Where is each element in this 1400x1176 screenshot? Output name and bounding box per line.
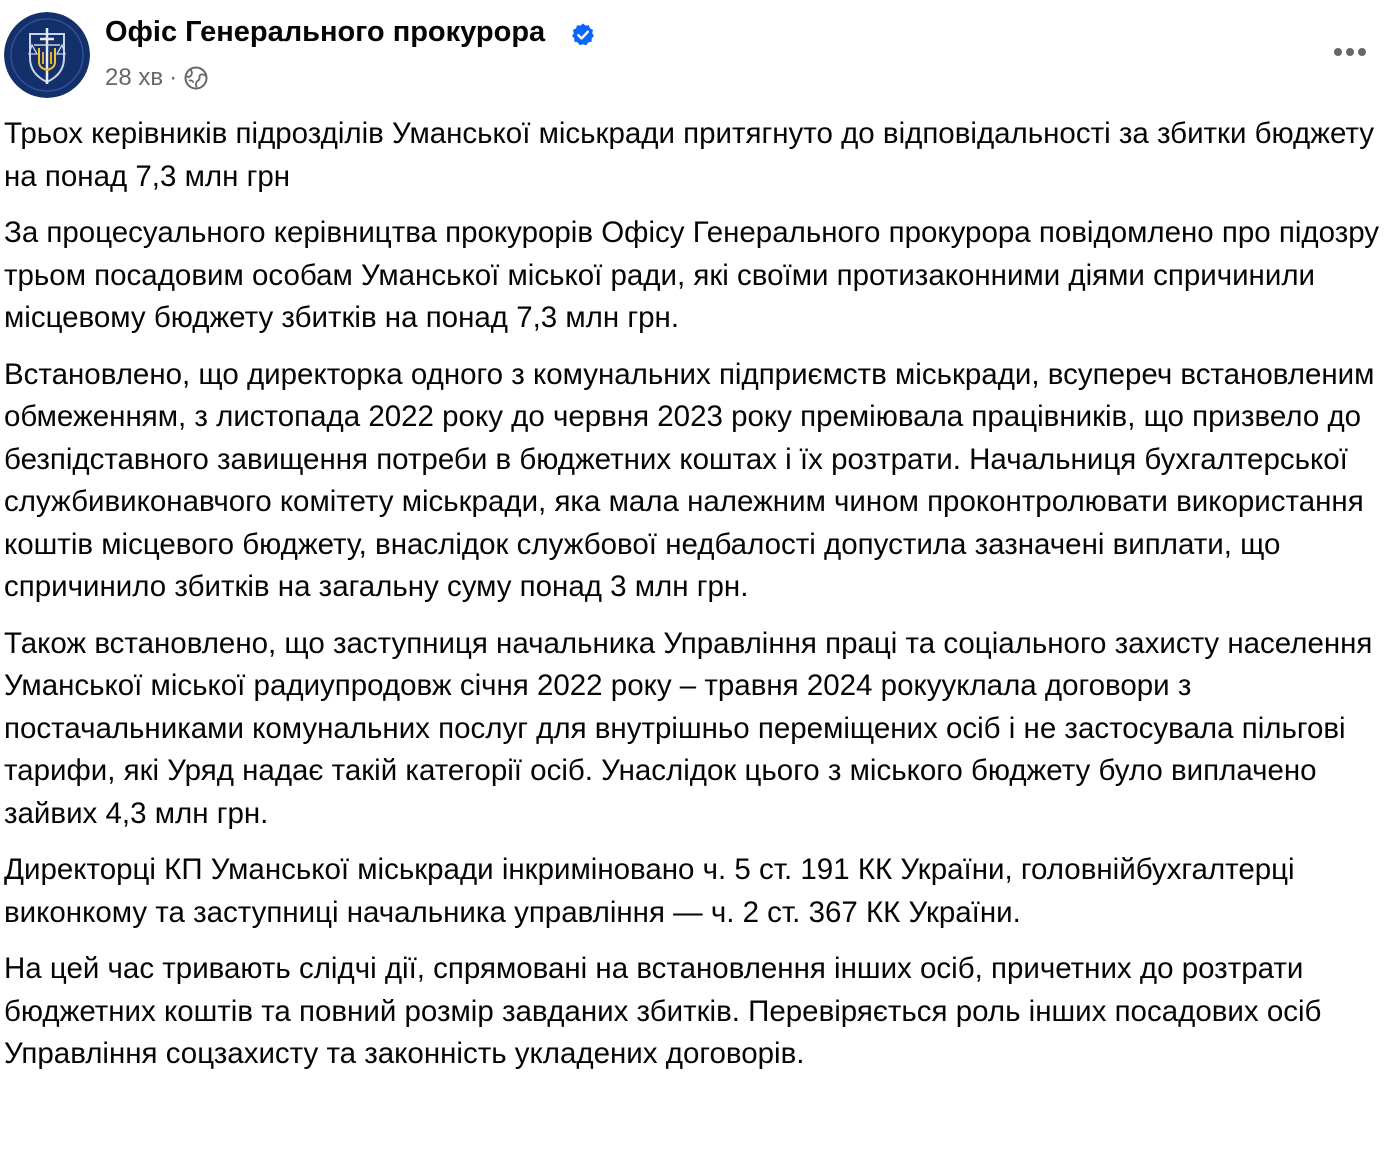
more-options-icon [1333, 47, 1367, 57]
post-header [0, 0, 1400, 110]
post-timestamp[interactable]: 28 хв [105, 64, 164, 91]
post-meta [105, 62, 209, 94]
post-paragraph: Трьох керівників підрозділів Уманської міськради притягнуто до відповідальності за збитки бюджету на понад 7,3 млн грн [4, 117, 1374, 193]
prosecutor-emblem-icon [4, 12, 90, 98]
avatar[interactable] [4, 12, 90, 98]
post-paragraph: Встановлено, що директорка одного з комунальних підприємств міськради, всупереч встановленим обмеженням, з листопада 2022 року до червня 2023 року преміювала працівників, що призвело до безпідставного завищення потреби в бюджетних коштах і їх розтрати. Начальниця бухгалтерської службивиконавчого комітету міськради, яка мала належним чином проконтролювати використання коштів місцевого бюджету, внаслідок службової недбалості допустила зазначені виплати, що спричинило збитків на загальну суму понад 3 млн грн. [4, 357, 1375, 603]
post-paragraph: На цей час тривають слідчі дії, спрямовані на встановлення інших осіб, причетних до розтрати бюджетних коштів та повний розмір завданих збитків. Перевіряється роль інших посадових осіб Управління соцзахисту та законність укладених договорів. [4, 952, 1322, 1070]
post-paragraph: Також встановлено, що заступниця начальника Управління праці та соціального захисту населення Уманської міської радиупродовж січня 2022 року – травня 2024 рокууклала договори з постачальниками комунальних послуг для внутрішньо переміщених осіб і не застосувала пільгові тарифи, які Уряд надає такій категорії осіб. Унаслідок цього з міського бюджету було виплачено зайвих 4,3 млн грн. [4, 626, 1373, 830]
verified-badge-icon [570, 22, 596, 48]
more-options-button[interactable] [1318, 30, 1382, 74]
author-name[interactable]: Офіс Генерального прокурора [105, 16, 546, 48]
post-body [4, 113, 1396, 1076]
post-paragraph: За процесуального керівництва прокурорів Офісу Генерального прокурора повідомлено про підозру трьом посадовим особам Уманської міської ради, які своїми протизаконними діями спричинили місцевому бюджету збитків на понад 7,3 млн грн. [4, 216, 1380, 334]
globe-icon[interactable] [183, 65, 209, 91]
post-paragraph: Директорці КП Уманської міськради інкриміновано ч. 5 ст. 191 КК України, головнійбухгалтерці виконкому та заступниці начальника управління — ч. 2 ст. 367 КК України. [4, 853, 1295, 929]
meta-separator: · [169, 64, 178, 91]
